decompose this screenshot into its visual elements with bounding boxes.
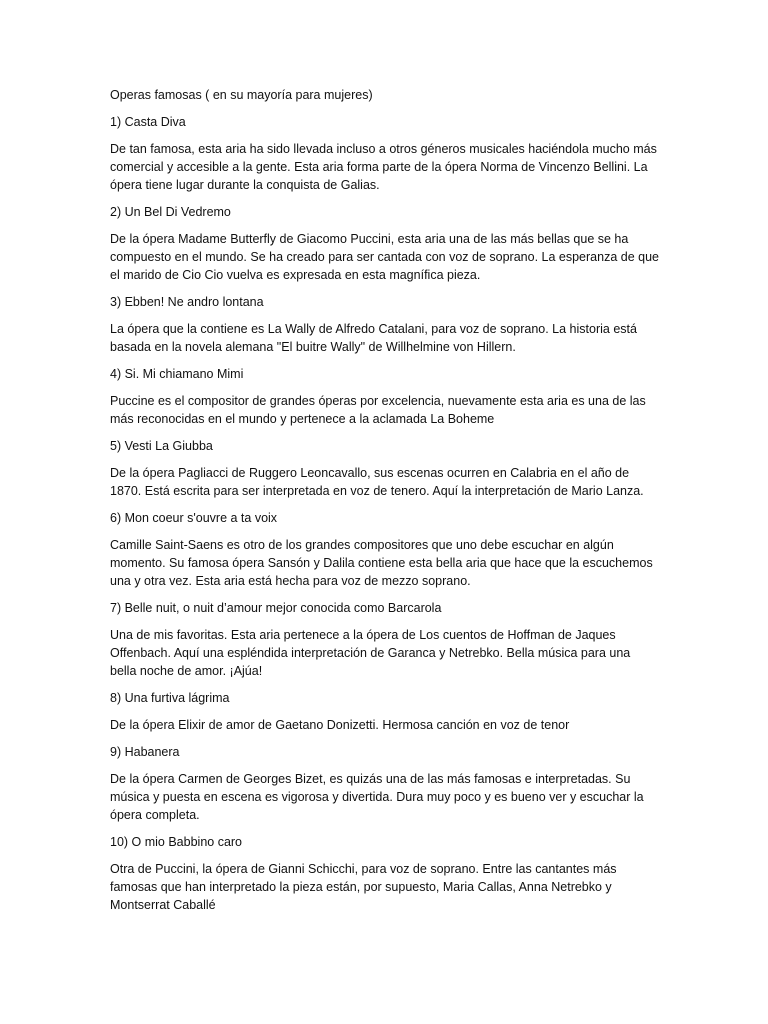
item-10-body: Otra de Puccini, la ópera de Gianni Schicchi, para voz de soprano. Entre las cantantes más famosas que han interpretado la pieza están, por supuesto, Maria Callas, Anna Netrebko y Montserrat Caballé — [110, 862, 617, 912]
item-8-body: De la ópera Elixir de amor de Gaetano Donizetti. Hermosa canción en voz de tenor — [110, 718, 570, 732]
item-4-body: Puccine es el compositor de grandes óperas por excelencia, nuevamente esta aria es una de las más reconocidas en el mundo y pertenece a la aclamada La Boheme — [110, 394, 646, 426]
item-9-body: De la ópera Carmen de Georges Bizet, es quizás una de las más famosas e interpretadas. Su música y puesta en escena es vigorosa y divertida. Dura muy poco y es bueno ver y escuchar la ópera completa. — [110, 772, 644, 822]
item-7-heading: 7) Belle nuit, o nuit d’amour mejor conocida como Barcarola — [110, 601, 442, 615]
item-9-heading: 9) Habanera — [110, 745, 180, 759]
item-5-heading: 5) Vesti La Giubba — [110, 439, 213, 453]
item-5-body: De la ópera Pagliacci de Ruggero Leoncavallo, sus escenas ocurren en Calabria en el año de 1870. Está escrita para ser interpretada en voz de tenero. Aquí la interpretación de Mario Lanza. — [110, 466, 644, 498]
item-1-body: De tan famosa, esta aria ha sido llevada incluso a otros géneros musicales haciéndola mucho más comercial y accesible a la gente. Esta aria forma parte de la ópera Norma de Vincenzo Bellini. La ópera tiene lugar durante la conquista de Galias. — [110, 142, 657, 192]
item-1-heading: 1) Casta Diva — [110, 115, 186, 129]
item-2-heading: 2) Un Bel Di Vedremo — [110, 205, 231, 219]
item-3-body: La ópera que la contiene es La Wally de Alfredo Catalani, para voz de soprano. La historia está basada en la novela alemana "El buitre Wally" de Willhelmine von Hillern. — [110, 322, 637, 354]
document-title: Operas famosas ( en su mayoría para mujeres) — [110, 88, 373, 102]
item-2-body: De la ópera Madame Butterfly de Giacomo Puccini, esta aria una de las más bellas que se ha compuesto en el mundo. Se ha creado para ser cantada con voz de soprano. La esperanza de que el marido de Cio Cio vuelva es expresada en esta magnífica pieza. — [110, 232, 659, 282]
document-page — [110, 86, 660, 923]
item-10-heading: 10) O mio Babbino caro — [110, 835, 243, 849]
item-8-heading: 8) Una furtiva lágrima — [110, 691, 230, 705]
item-4-heading: 4) Si. Mi chiamano Mimi — [110, 367, 244, 381]
item-3-heading: 3) Ebben! Ne andro lontana — [110, 295, 264, 309]
item-6-body: Camille Saint-Saens es otro de los grandes compositores que uno debe escuchar en algún momento. Su famosa ópera Sansón y Dalila contiene esta bella aria que hace que la escuchemos una y otra vez. Esta aria está hecha para voz de mezzo soprano. — [110, 538, 653, 588]
item-6-heading: 6) Mon coeur s'ouvre a ta voix — [110, 511, 278, 525]
item-7-body: Una de mis favoritas. Esta aria pertenece a la ópera de Los cuentos de Hoffman de Jaques Offenbach. Aquí una espléndida interpretación de Garanca y Netrebko. Bella música para una bella noche de amor. ¡Ajúa! — [110, 628, 631, 678]
